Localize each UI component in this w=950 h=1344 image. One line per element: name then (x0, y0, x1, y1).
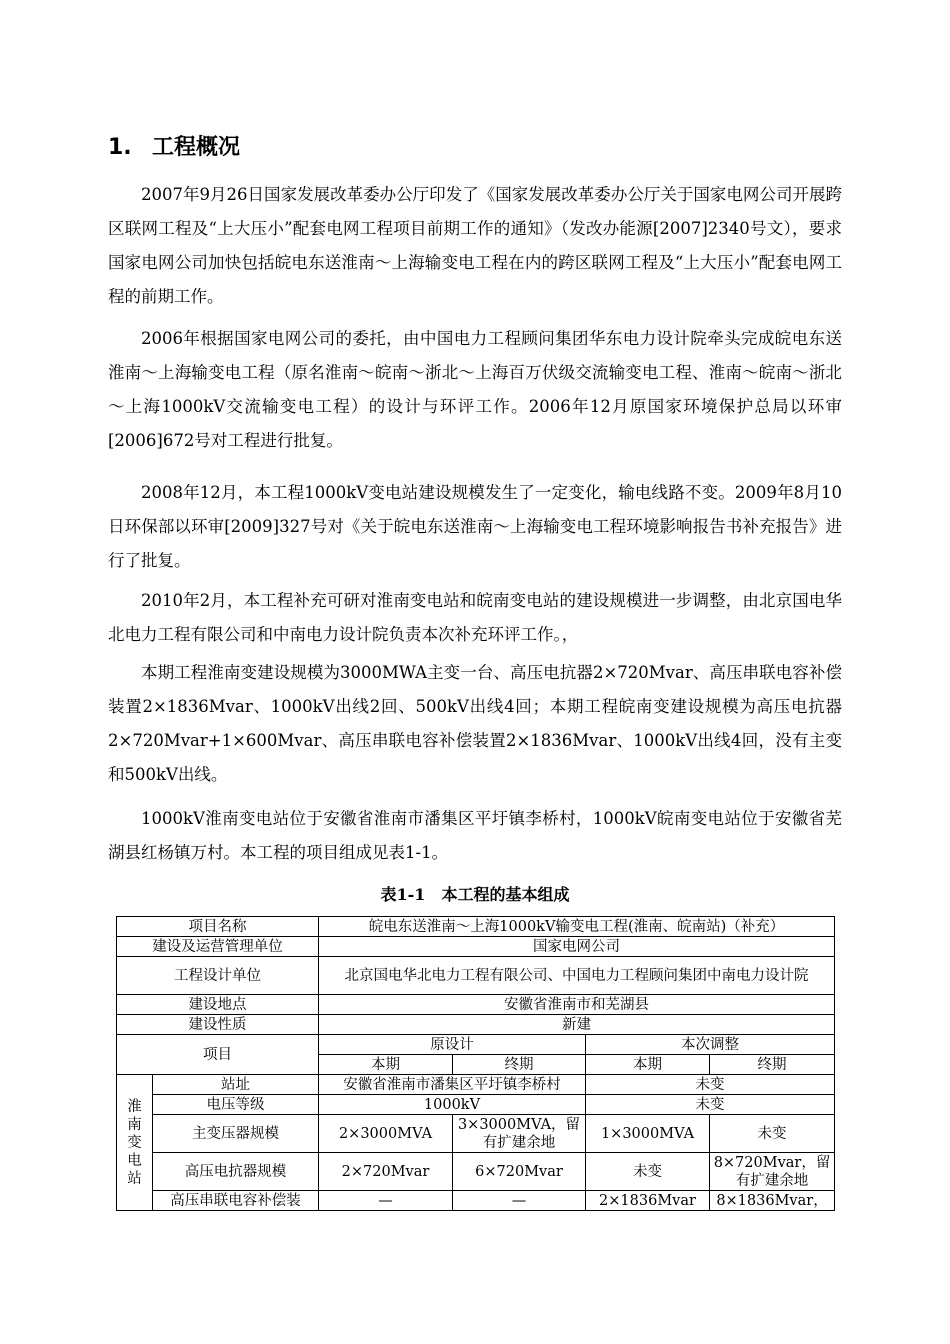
composition-table (116, 916, 835, 1211)
table-row (117, 995, 835, 1015)
adjust-header: 本次调整 (586, 1035, 835, 1055)
adj-final-header: 终期 (710, 1055, 835, 1075)
operator-value: 国家电网公司 (319, 937, 835, 957)
table-cell: 2×3000MVA (319, 1115, 453, 1153)
table-row (117, 1115, 835, 1153)
paragraph-5 (108, 656, 842, 792)
section-heading (108, 130, 240, 161)
voltage-adj: 未变 (586, 1095, 835, 1115)
orig-design-header: 原设计 (319, 1035, 586, 1055)
paragraph-3 (108, 476, 842, 578)
table-row (117, 1015, 835, 1035)
table-cell: 未变 (710, 1115, 835, 1153)
paragraph-6 (108, 802, 842, 870)
paragraph-text: 2010年2月，本工程补充可研对淮南变电站和皖南变电站的建设规模进一步调整，由北京国电华北电力工程有限公司和中南电力设计院负责本次补充环评工作。， (108, 591, 842, 644)
table-row (117, 1191, 835, 1211)
operator-label: 建设及运营管理单位 (117, 937, 319, 957)
voltage-label: 电压等级 (153, 1095, 319, 1115)
station-char: 电 (127, 1152, 142, 1169)
table-caption-title: 本工程的基本组成 (441, 885, 570, 904)
table-cell: — (319, 1191, 453, 1211)
table-row (117, 937, 835, 957)
location-value: 安徽省淮南市和芜湖县 (319, 995, 835, 1015)
table-caption-number: 表1-1 (380, 885, 426, 904)
station-char: 南 (127, 1116, 142, 1133)
table-cell: 8×720Mvar，留有扩建余地 (710, 1153, 835, 1191)
site-label: 站址 (153, 1075, 319, 1095)
paragraph-1 (108, 178, 842, 314)
paragraph-text: 2006年根据国家电网公司的委托，由中国电力工程顾问集团华东电力设计院牵头完成皖电东送淮南～上海输变电工程（原名淮南～皖南～浙北～上海百万伏级交流输变电工程、淮南～皖南～浙北～上海1000kV交流输变电工程）的设计与环评工作。2006年12月原国家环境保护总局以环审[2006]672号对工程进行批复。 (108, 329, 842, 450)
paragraph-2 (108, 322, 842, 458)
paragraph-text: 2008年12月，本工程1000kV变电站建设规模发生了一定变化，输电线路不变。2009年8月10日环保部以环审[2009]327号对《关于皖电东送淮南～上海输变电工程环境影响报告书补充报告》进行了批复。 (108, 483, 842, 570)
nature-label: 建设性质 (117, 1015, 319, 1035)
paragraph-4 (108, 584, 842, 652)
station-char: 淮 (127, 1098, 142, 1115)
designer-value: 北京国电华北电力工程有限公司、中国电力工程顾问集团中南电力设计院 (319, 957, 835, 995)
voltage-orig: 1000kV (319, 1095, 586, 1115)
table-row (117, 1075, 835, 1095)
paragraph-text: 2007年9月26日国家发展改革委办公厅印发了《国家发展改革委办公厅关于国家电网公司开展跨区联网工程及“上大压小”配套电网工程项目前期工作的通知》（发改办能源[2007]2340号文），要求国家电网公司加快包括皖电东送淮南～上海输变电工程在内的跨区联网工程及“上大压小”配套电网工程的前期工作。 (108, 185, 842, 306)
table-cell: 2×720Mvar (319, 1153, 453, 1191)
table-cell: 2×1836Mvar (586, 1191, 710, 1211)
capacitor-label: 高压串联电容补偿装 (153, 1191, 319, 1211)
section-number: 1. (108, 135, 132, 160)
table-cell: 8×1836Mvar， (710, 1191, 835, 1211)
table-caption (0, 882, 950, 905)
table-row (117, 1153, 835, 1191)
orig-final-header: 终期 (453, 1055, 586, 1075)
paragraph-text: 1000kV淮南变电站位于安徽省淮南市潘集区平圩镇李桥村，1000kV皖南变电站位于安徽省芜湖县红杨镇万村。本工程的项目组成见表1-1。 (108, 809, 842, 862)
table-row (117, 1035, 835, 1055)
table-row (117, 957, 835, 995)
nature-value: 新建 (319, 1015, 835, 1035)
table-cell: 未变 (586, 1153, 710, 1191)
location-label: 建设地点 (117, 995, 319, 1015)
site-adj: 未变 (586, 1075, 835, 1095)
table-row (117, 1095, 835, 1115)
project-name-value: 皖电东送淮南～上海1000kV输变电工程(淮南、皖南站)（补充） (319, 917, 835, 937)
project-name-label: 项目名称 (117, 917, 319, 937)
orig-current-header: 本期 (319, 1055, 453, 1075)
transformer-label: 主变压器规模 (153, 1115, 319, 1153)
table-cell: 1×3000MVA (586, 1115, 710, 1153)
reactor-label: 高压电抗器规模 (153, 1153, 319, 1191)
adj-current-header: 本期 (586, 1055, 710, 1075)
table-row (117, 917, 835, 937)
section-title: 工程概况 (152, 135, 241, 160)
designer-label: 工程设计单位 (117, 957, 319, 995)
station-char: 站 (127, 1170, 142, 1187)
site-orig: 安徽省淮南市潘集区平圩镇李桥村 (319, 1075, 586, 1095)
table-cell: — (453, 1191, 586, 1211)
paragraph-text: 本期工程淮南变建设规模为3000MWA主变一台、高压电抗器2×720Mvar、高压串联电容补偿装置2×1836Mvar、1000kV出线2回、500kV出线4回；本期工程皖南变建设规模为高压电抗器2×720Mvar+1×600Mvar、高压串联电容补偿装置2×1836Mvar、1000kV出线4回，没有主变和500kV出线。 (108, 663, 842, 784)
station-char: 变 (127, 1134, 142, 1151)
item-label: 项目 (117, 1035, 319, 1075)
station-name-vertical (117, 1075, 153, 1211)
table-cell: 3×3000MVA，留有扩建余地 (453, 1115, 586, 1153)
table-cell: 6×720Mvar (453, 1153, 586, 1191)
